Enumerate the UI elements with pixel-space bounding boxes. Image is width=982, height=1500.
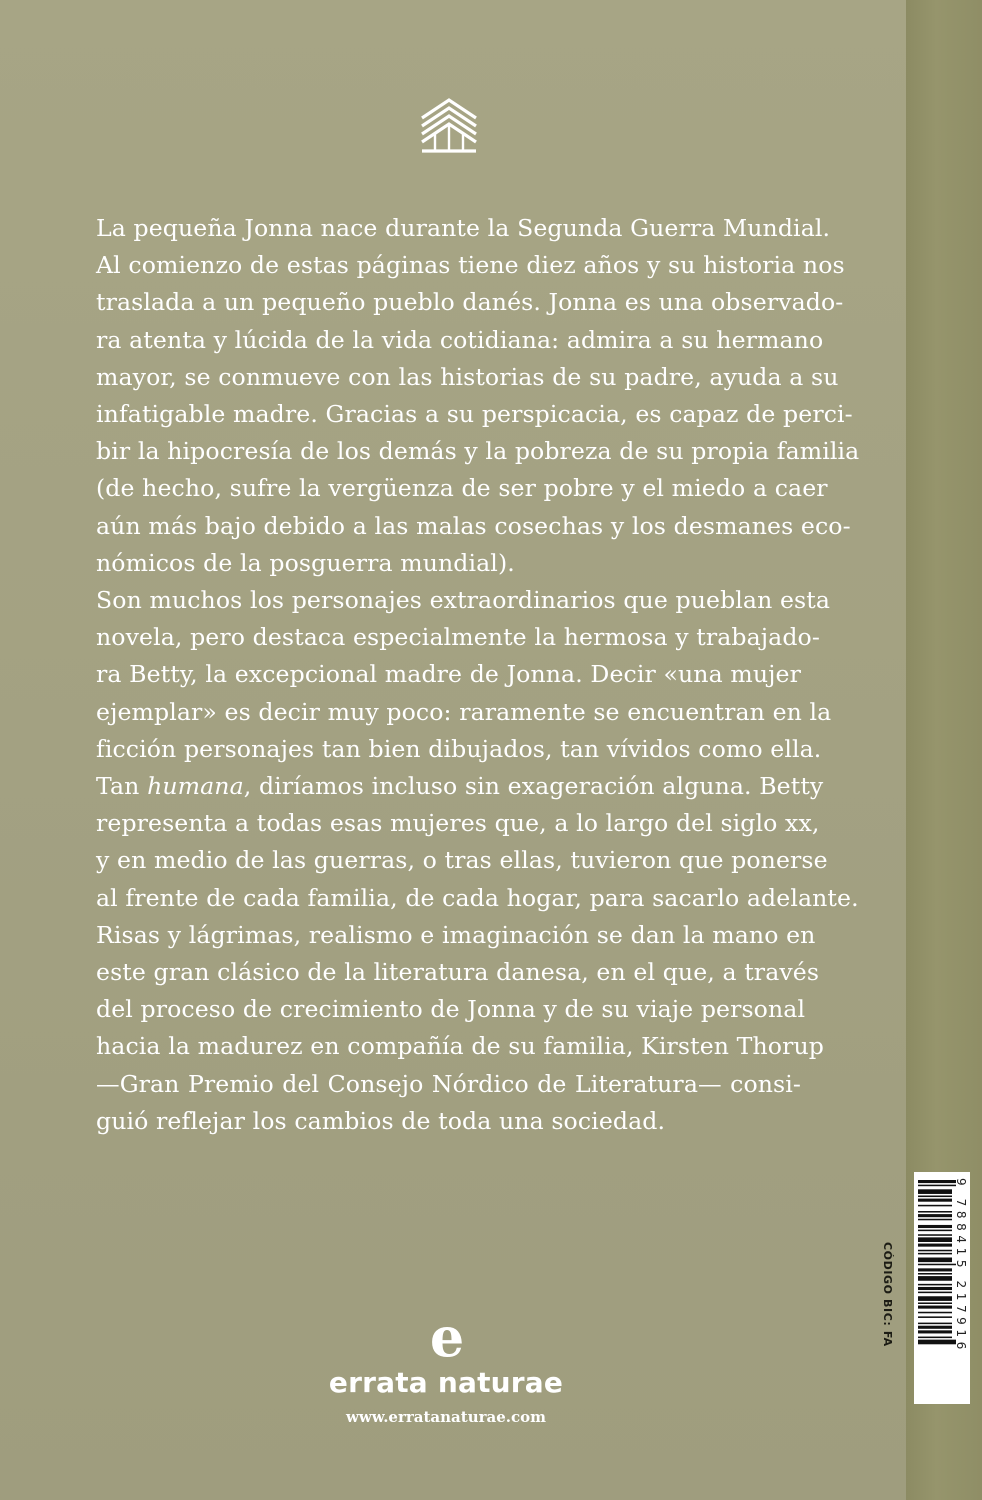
blurb-line: La pequeña Jonna nace durante la Segunda Guerra Mundial. (96, 214, 831, 242)
barcode-bar (918, 1337, 952, 1339)
barcode-bar (918, 1312, 952, 1314)
blurb-line: mayor, se conmueve con las historias de su padre, ayuda a su (96, 362, 839, 391)
blurb-line: —Gran Premio del Consejo Nórdico de Literatura— consi- (96, 1069, 801, 1098)
barcode-bar (918, 1211, 952, 1213)
barcode-bar (918, 1330, 952, 1333)
barcode-bar (918, 1214, 952, 1217)
barcode-bar (918, 1340, 956, 1345)
blurb-line: Son muchos los personajes extraordinarios que pueblan esta (96, 586, 830, 615)
blurb-line: hacia la madurez en compañía de su familia, Kirsten Thorup (96, 1032, 824, 1061)
blurb-line: Risas y lágrimas, realismo e imaginación se dan la mano en (96, 920, 816, 949)
blurb-line: infatigable madre. Gracias a su perspicacia, es capaz de perci- (96, 400, 853, 429)
barcode-bar (918, 1287, 952, 1290)
publisher-name: errata naturae (328, 1366, 564, 1399)
bic-code: CÓDIGO BIC: FA (881, 1242, 894, 1347)
barcode-bar (918, 1302, 952, 1304)
publisher-url: www.erratanaturae.com (345, 1408, 547, 1426)
blurb-text (96, 210, 860, 1140)
blurb-line: del proceso de crecimiento de Jonna y de su viaje personal (96, 995, 806, 1024)
blurb-line: y en medio de las guerras, o tras ellas, tuvieron que ponerse (96, 846, 828, 875)
barcode-bar (918, 1264, 956, 1266)
barcode-bar (918, 1292, 952, 1294)
barcode-bar (918, 1268, 952, 1271)
barcode-bar (918, 1253, 952, 1255)
barcode-bar (918, 1205, 952, 1207)
barcode-bar (918, 1284, 952, 1286)
barcode-bar (918, 1296, 952, 1301)
blurb-line: bir la hipocresía de los demás y la pobreza de su propia familia (96, 437, 860, 466)
barcode-bar (918, 1273, 952, 1275)
blurb-fragment: , diríamos incluso sin exageración alguna. Betty (243, 772, 824, 801)
blurb-line: ra atenta y lúcida de la vida cotidiana: admira a su hermano (96, 325, 824, 354)
barcode-bar (918, 1189, 952, 1194)
blurb-line: novela, pero destaca especialmente la hermosa y trabajado- (96, 623, 820, 652)
publisher-logo-icon (423, 1312, 471, 1362)
barcode-bar (918, 1316, 952, 1318)
barcode-bar (918, 1258, 952, 1263)
barcode-bar (918, 1237, 952, 1242)
barcode-bar (918, 1219, 952, 1221)
blurb-paragraph-1 (96, 210, 860, 582)
series-logo-icon (419, 96, 479, 154)
blurb-line: ejemplar» es decir muy poco: raramente se encuentran en la (96, 697, 832, 726)
barcode-bar (918, 1250, 952, 1252)
blurb-line: traslada a un pequeño pueblo danés. Jonna es una observado- (96, 288, 844, 317)
barcode-bar (918, 1199, 952, 1202)
blurb-line: representa a todas esas mujeres que, a lo largo del siglo xx, (96, 809, 820, 838)
barcode-bar (918, 1326, 952, 1329)
blurb-line: Al comienzo de estas páginas tiene diez años y su historia nos (96, 251, 845, 280)
blurb-line: guió reflejar los cambios de toda una sociedad. (96, 1106, 666, 1135)
barcode-bar (918, 1323, 952, 1325)
barcode-bar (918, 1180, 956, 1183)
blurb-line: aún más bajo debido a las malas cosechas y los desmanes eco- (96, 511, 851, 540)
blurb-line: (de hecho, sufre la vergüenza de ser pobre y el miedo a caer (96, 474, 828, 503)
blurb-paragraph-3 (96, 917, 824, 1140)
barcode-bar (918, 1244, 952, 1247)
blurb-line: este gran clásico de la literatura danesa, en el que, a través (96, 958, 820, 987)
blurb-paragraph-2 (96, 582, 859, 917)
barcode-digits: 9 788415 217916 (954, 1178, 968, 1354)
blurb-line: ra Betty, la excepcional madre de Jonna. Decir «una mujer (96, 660, 801, 689)
barcode-bar (918, 1234, 952, 1236)
blurb-fragment: Tan (96, 772, 148, 801)
blurb-line: ficción personajes tan bien dibujados, tan vívidos como ella. (96, 734, 822, 763)
barcode-bar (918, 1225, 952, 1228)
blurb-line: nómicos de la posguerra mundial). (96, 548, 515, 577)
publisher-mark-letter: e (429, 1312, 465, 1362)
barcode-bar (918, 1276, 952, 1281)
barcode-bar (918, 1185, 956, 1187)
barcode-bar (918, 1230, 952, 1232)
blurb-line-italic (96, 768, 824, 805)
barcode-bar (918, 1196, 952, 1198)
barcode-bar (918, 1306, 952, 1309)
blurb-italic-word: humana (147, 772, 244, 801)
blurb-line: al frente de cada familia, de cada hogar, para sacarlo adelante. (96, 883, 859, 912)
